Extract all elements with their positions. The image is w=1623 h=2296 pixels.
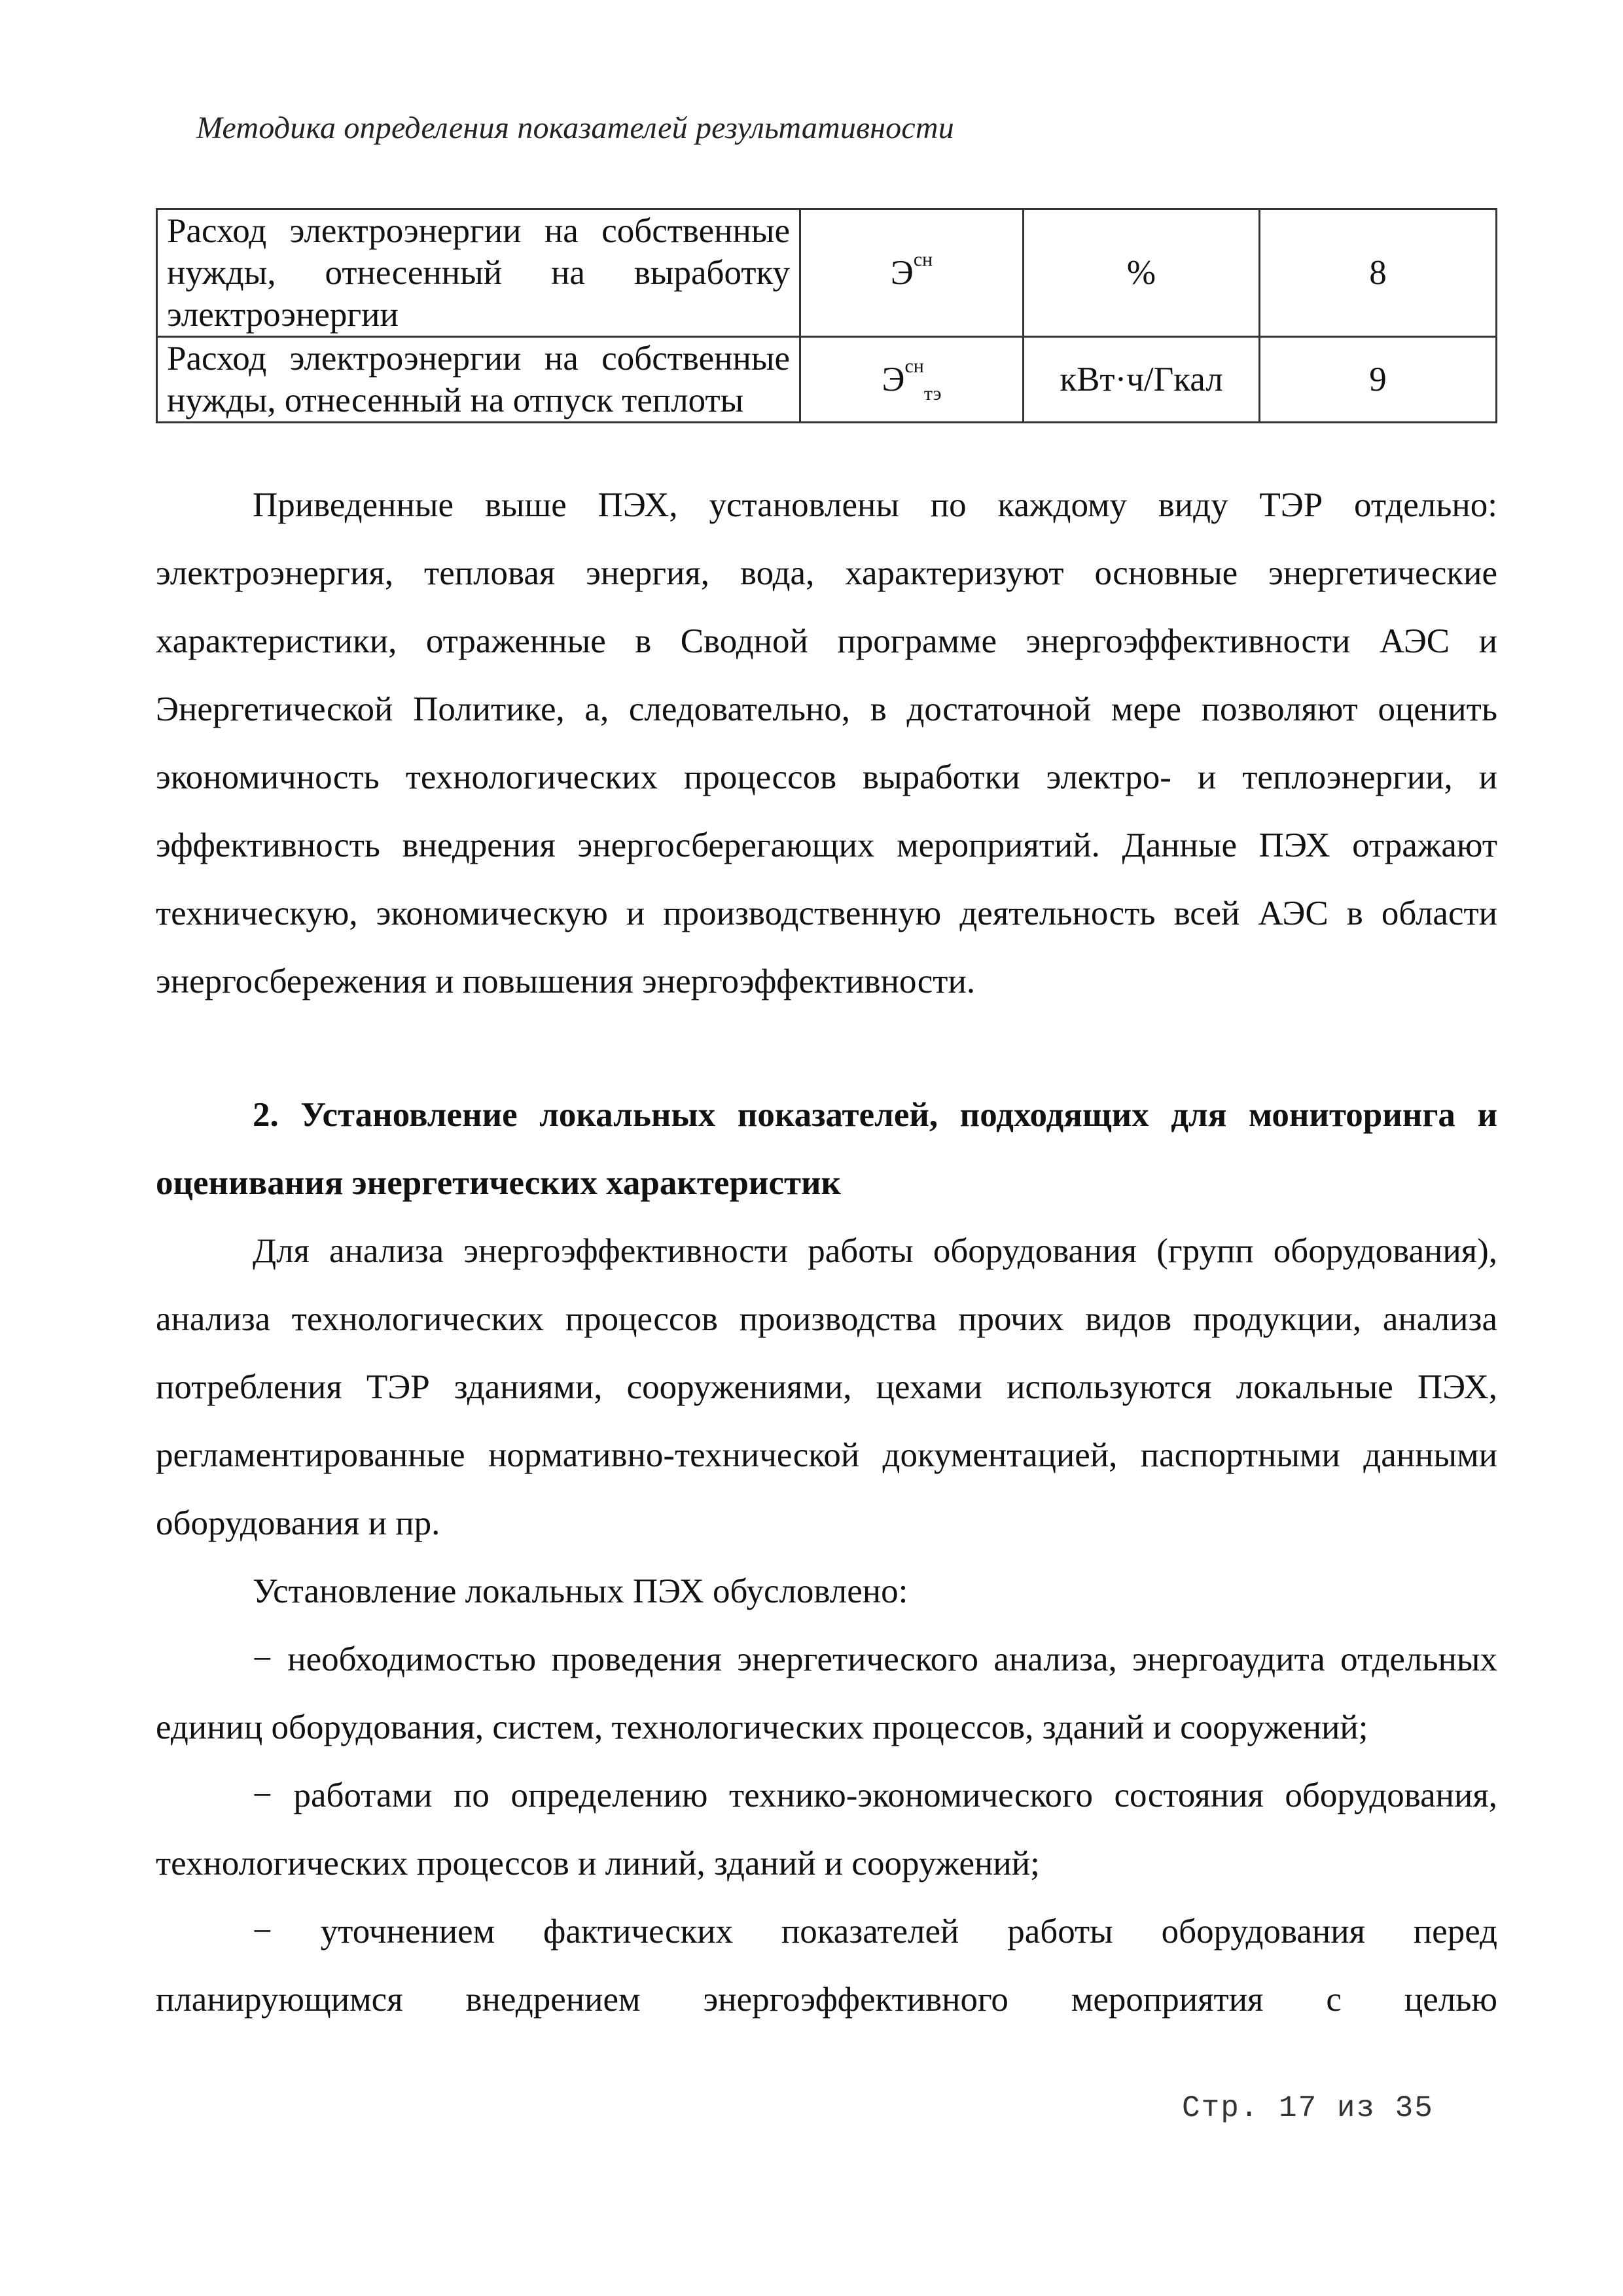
indicator-symbol [800, 337, 1024, 423]
indicator-number: 9 [1260, 337, 1497, 423]
indicator-symbol [800, 209, 1024, 337]
paragraph: Установление локальных ПЭХ обусловлено: [253, 1572, 908, 1610]
paragraph: Приведенные выше ПЭХ, установлены по каждому виду ТЭР отдельно: электроэнергия, тепловая энергия, вода, характеризуют основные энергетические характеристики, отраженные в Сводной программе энергоэффективности АЭС и Энергетической Политике, а, следовательно, в достаточной мере позволяют оценить экономичность технологических процессов выработки электро- и теплоэнергии, и эффективность внедрения энергосберегающих мероприятий. Данные ПЭХ отражают техническую, экономическую и производственную деятельность всей АЭС в области энергосбережения и повышения энергоэффективности. [156, 486, 1497, 1000]
indicators-table [156, 208, 1497, 423]
list-item: − работами по определению технико-экономического состояния оборудования, технологических процессов и линий, зданий и сооружений; [156, 1776, 1497, 1882]
spacer [156, 1016, 1497, 1081]
symbol-main: Э [890, 254, 914, 292]
page-body [156, 471, 1497, 2034]
symbol-main: Э [882, 361, 905, 398]
symbol-superscript: сн [913, 249, 933, 270]
table-row [157, 337, 1497, 423]
indicator-unit: кВт·ч/Гкал [1024, 337, 1260, 423]
page-number: Стр. 17 из 35 [1182, 2091, 1434, 2125]
page-header: Методика определения показателей результативности [196, 111, 954, 145]
symbol-subscript: тэ [923, 383, 942, 404]
paragraph: Для анализа энергоэффективности работы оборудования (групп оборудования), анализа технологических процессов производства прочих видов продукции, анализа потребления ТЭР зданиями, сооружениями, цехами используются локальные ПЭХ, регламентированные нормативно-технической документацией, паспортными данными оборудования и пр. [156, 1232, 1497, 1542]
indicator-name: Расход электроэнергии на собственные нужды, отнесенный на выработку электроэнергии [157, 209, 800, 337]
list-item: − необходимостью проведения энергетического анализа, энергоаудита отдельных единиц оборудования, систем, технологических процессов, зданий и сооружений; [156, 1640, 1497, 1746]
indicator-name: Расход электроэнергии на собственные нужды, отнесенный на отпуск теплоты [157, 337, 800, 423]
symbol-superscript: сн [904, 355, 924, 377]
indicator-number: 8 [1260, 209, 1497, 337]
section-heading: 2. Установление локальных показателей, подходящих для мониторинга и оценивания энергетических характеристик [156, 1096, 1497, 1202]
list-item: − уточнением фактических показателей работы оборудования перед планирующимся внедрением энергоэффективного мероприятия с целью [156, 1913, 1497, 2019]
indicator-unit: % [1024, 209, 1260, 337]
table-row [157, 209, 1497, 337]
